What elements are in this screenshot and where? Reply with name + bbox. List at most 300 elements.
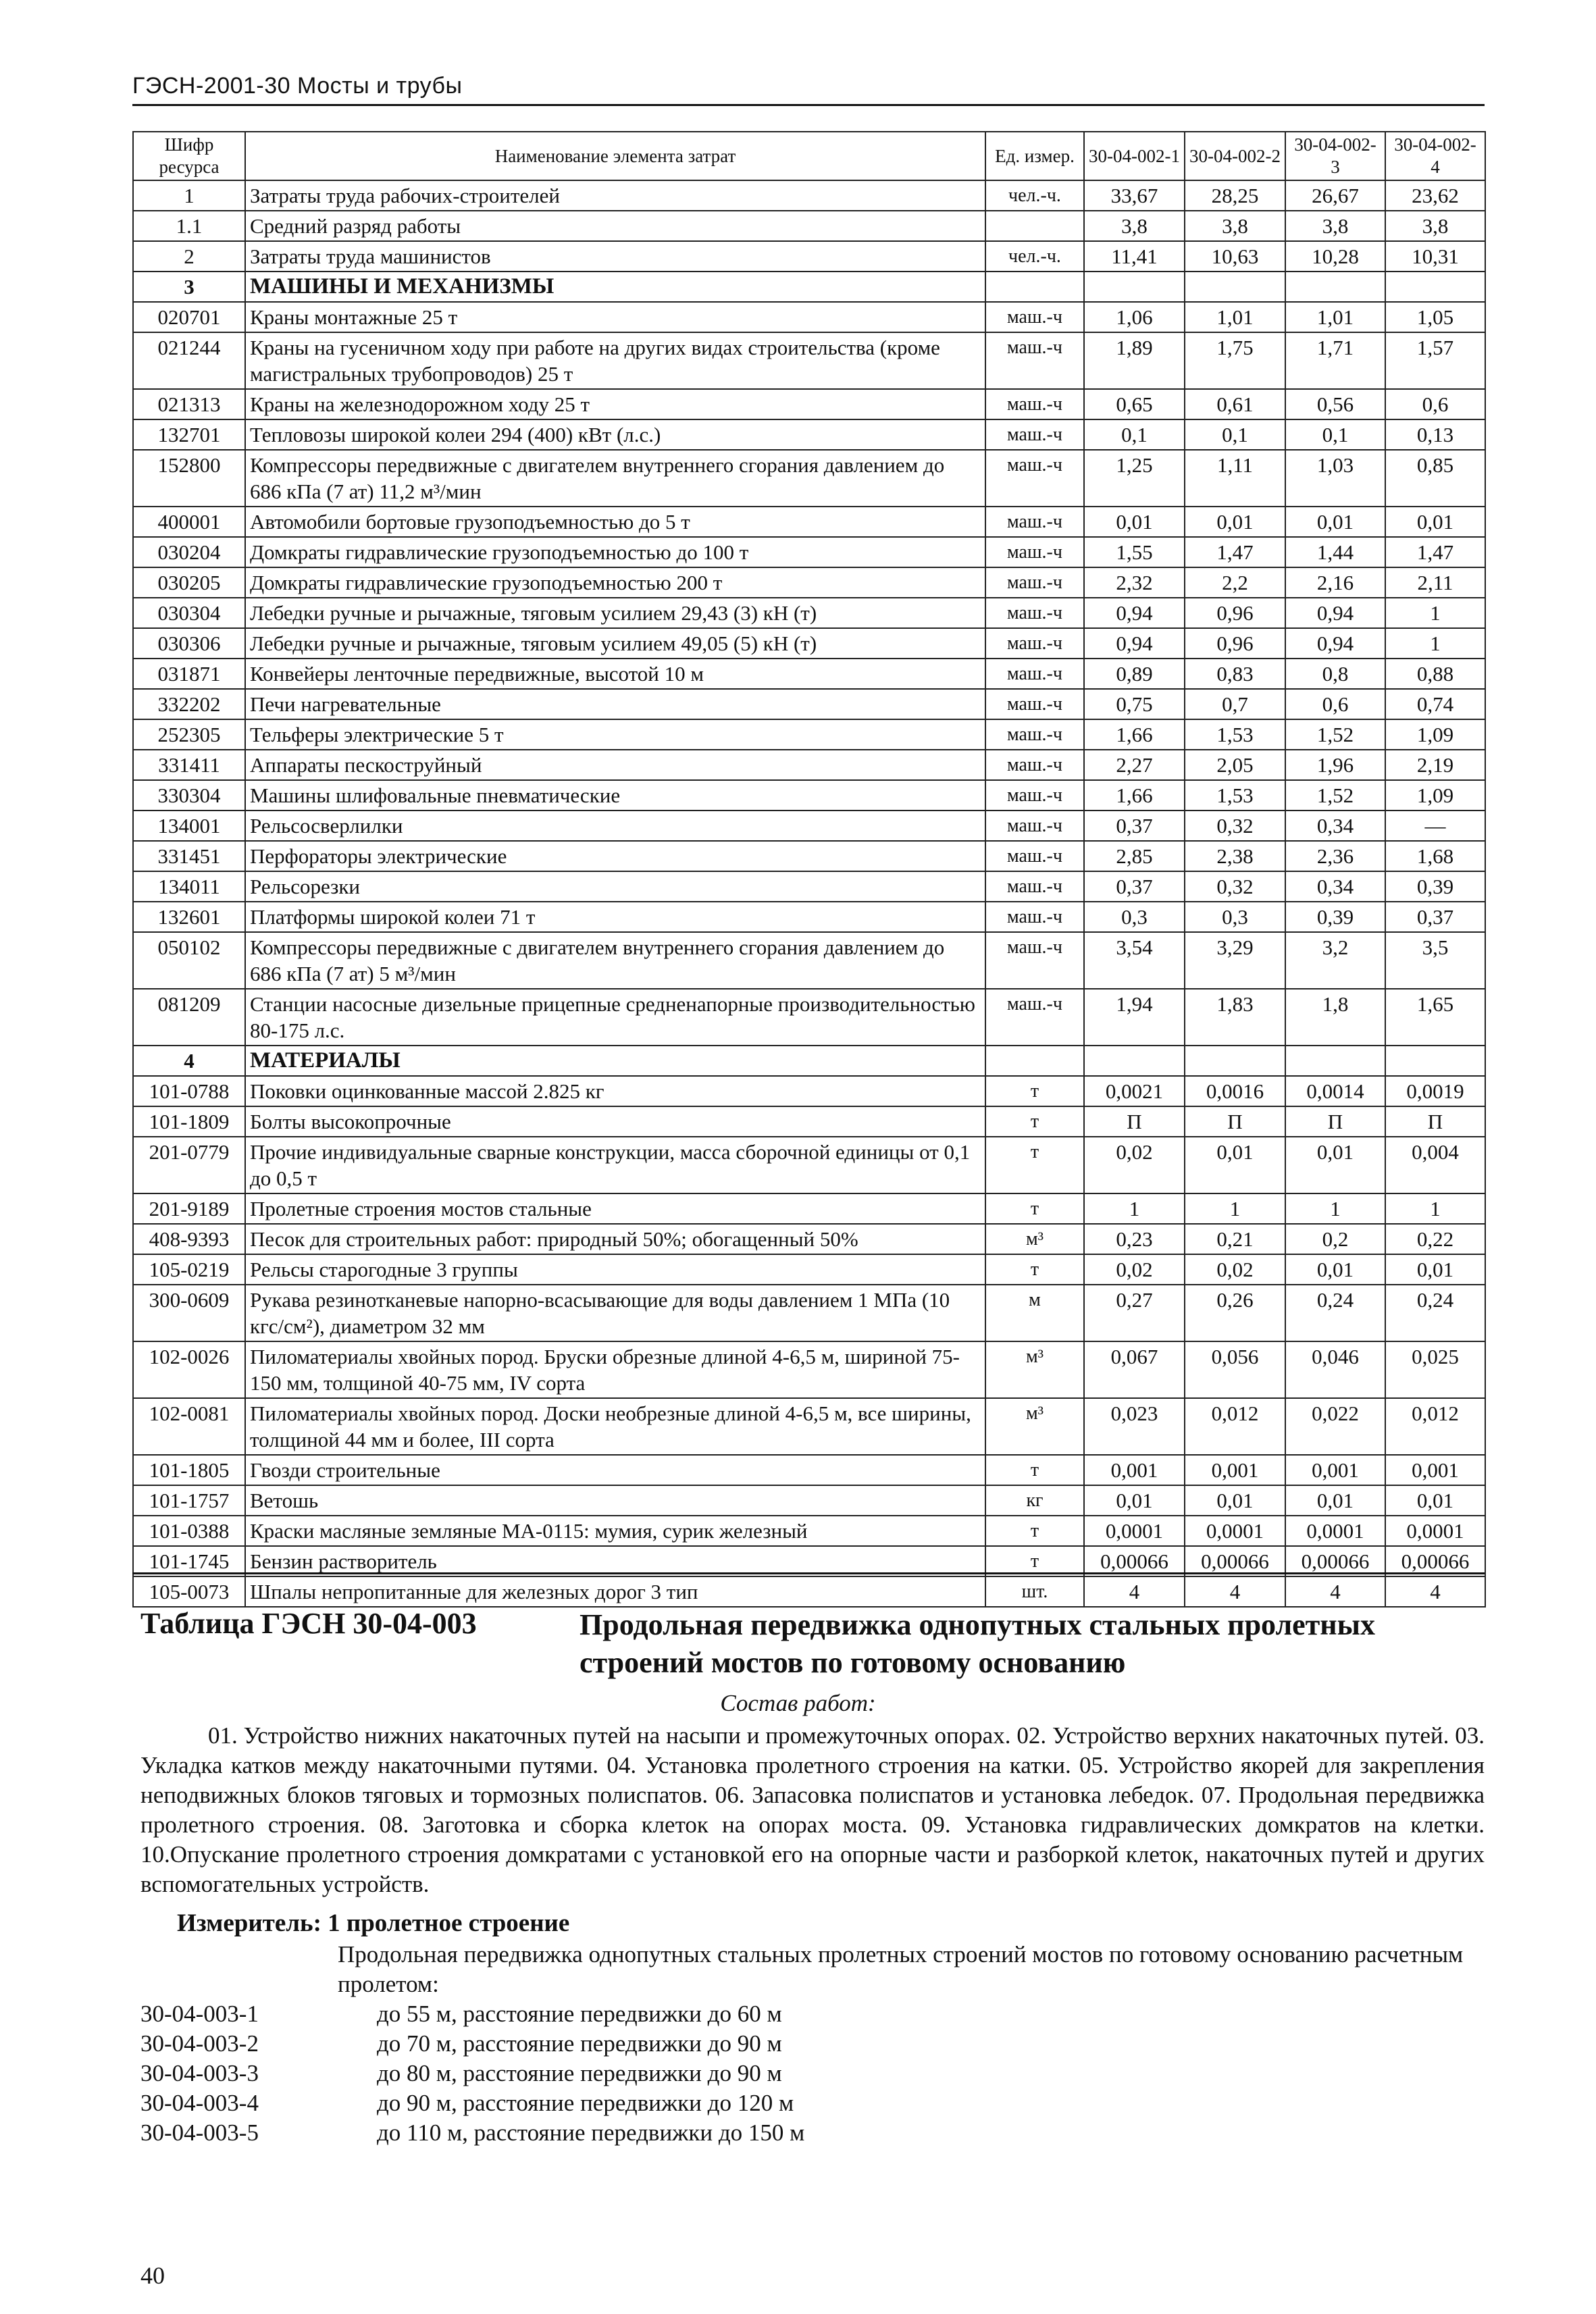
composition-heading: Состав работ:: [720, 1690, 876, 1716]
row-unit: маш.-ч: [985, 598, 1084, 628]
row-name: Пиломатериалы хвойных пород. Бруски обрезные длиной 4-6,5 м, шириной 75-150 мм, толщиной 40-75 мм, IV сорта: [245, 1341, 985, 1398]
row-value-4: 0,01: [1385, 1485, 1485, 1516]
meter-line: Измеритель: 1 пролетное строение: [177, 1909, 570, 1937]
section-row: [133, 1046, 1485, 1076]
row-value-4: 1,68: [1385, 841, 1485, 871]
row-value-2: 0,01: [1185, 1137, 1285, 1193]
row-name: Автомобили бортовые грузоподъемностью до 5 т: [245, 507, 985, 537]
row-value-2: 1,75: [1185, 332, 1285, 389]
variant-desc: до 90 м, расстояние передвижки до 120 м: [377, 2090, 794, 2116]
table-row: [133, 1254, 1485, 1285]
row-value-1: 1,66: [1084, 780, 1185, 811]
variant-code: 30-04-003-4: [140, 2090, 259, 2116]
row-value-2: [1185, 1046, 1285, 1076]
variant-code: 30-04-003-5: [140, 2119, 259, 2146]
row-value-4: 1: [1385, 598, 1485, 628]
table-row: [133, 1193, 1485, 1224]
row-unit: маш.-ч: [985, 750, 1084, 780]
row-value-3: 10,28: [1285, 241, 1385, 272]
table-label: Таблица ГЭСН 30-04-003: [140, 1607, 477, 1640]
row-value-1: 0,37: [1084, 811, 1185, 841]
row-name: Тельферы электрические 5 т: [245, 719, 985, 750]
row-code: 252305: [133, 719, 245, 750]
row-value-3: 0,1: [1285, 419, 1385, 450]
row-value-4: 0,01: [1385, 507, 1485, 537]
row-name: Прочие индивидуальные сварные конструкции, масса сборочной единицы от 0,1 до 0,5 т: [245, 1137, 985, 1193]
row-code: 101-1805: [133, 1455, 245, 1485]
row-value-3: 0,046: [1285, 1341, 1385, 1398]
table-row: [133, 780, 1485, 811]
row-unit: маш.-ч: [985, 989, 1084, 1046]
row-value-1: [1084, 1046, 1185, 1076]
row-value-1: 1,89: [1084, 332, 1185, 389]
row-code: 1.1: [133, 211, 245, 241]
row-value-3: 0,94: [1285, 598, 1385, 628]
row-value-2: 28,25: [1185, 180, 1285, 211]
table-row: [133, 507, 1485, 537]
row-value-2: 0,83: [1185, 659, 1285, 689]
row-unit: т: [985, 1193, 1084, 1224]
row-value-3: 1,03: [1285, 450, 1385, 507]
row-value-3: [1285, 1046, 1385, 1076]
row-value-4: 0,37: [1385, 902, 1485, 932]
row-unit: м³: [985, 1341, 1084, 1398]
row-value-3: 1,52: [1285, 719, 1385, 750]
variant-desc: до 70 м, расстояние передвижки до 90 м: [377, 2030, 782, 2057]
row-unit: маш.-ч: [985, 628, 1084, 659]
row-value-1: 0,89: [1084, 659, 1185, 689]
table-row: [133, 241, 1485, 272]
row-unit: [985, 211, 1084, 241]
row-value-3: 0,56: [1285, 389, 1385, 419]
row-unit: маш.-ч: [985, 932, 1084, 989]
row-name: Лебедки ручные и рычажные, тяговым усилием 49,05 (5) кН (т): [245, 628, 985, 659]
row-value-3: 0,01: [1285, 507, 1385, 537]
row-name: МАШИНЫ И МЕХАНИЗМЫ: [245, 272, 985, 302]
row-name: Краны на железнодорожном ходу 25 т: [245, 389, 985, 419]
row-value-2: 1,83: [1185, 989, 1285, 1046]
row-unit: [985, 1046, 1084, 1076]
row-value-1: 1,55: [1084, 537, 1185, 567]
row-value-3: [1285, 272, 1385, 302]
row-name: Лебедки ручные и рычажные, тяговым усилием 29,43 (3) кН (т): [245, 598, 985, 628]
table-row: [133, 1285, 1485, 1341]
row-unit: м³: [985, 1224, 1084, 1254]
variant-code: 30-04-003-2: [140, 2030, 259, 2057]
row-value-4: 1,65: [1385, 989, 1485, 1046]
row-value-2: 0,7: [1185, 689, 1285, 719]
row-name: Домкраты гидравлические грузоподъемностью 200 т: [245, 567, 985, 598]
row-value-3: 1,44: [1285, 537, 1385, 567]
row-value-3: 4: [1285, 1576, 1385, 1607]
row-name: Пиломатериалы хвойных пород. Доски необрезные длиной 4-6,5 м, все ширины, толщиной 44 мм и более, III сорта: [245, 1398, 985, 1455]
row-unit: маш.-ч: [985, 419, 1084, 450]
row-value-1: 0,94: [1084, 628, 1185, 659]
row-code: 030304: [133, 598, 245, 628]
row-value-4: 0,39: [1385, 871, 1485, 902]
table-row: [133, 211, 1485, 241]
row-unit: маш.-ч: [985, 689, 1084, 719]
row-value-3: 1,71: [1285, 332, 1385, 389]
row-value-1: 0,02: [1084, 1137, 1185, 1193]
row-value-2: 1: [1185, 1193, 1285, 1224]
row-value-2: 2,38: [1185, 841, 1285, 871]
row-name: Бензин растворитель: [245, 1546, 985, 1576]
row-name: Затраты труда рабочих-строителей: [245, 180, 985, 211]
row-value-4: 0,13: [1385, 419, 1485, 450]
row-value-3: 1,8: [1285, 989, 1385, 1046]
row-value-2: 0,61: [1185, 389, 1285, 419]
header-variant-3: 30-04-002-3: [1285, 132, 1385, 180]
row-value-2: 2,2: [1185, 567, 1285, 598]
header-variant-1: 30-04-002-1: [1084, 132, 1185, 180]
row-code: 081209: [133, 989, 245, 1046]
table-row: [133, 1224, 1485, 1254]
row-value-4: 1,09: [1385, 780, 1485, 811]
row-name: Песок для строительных работ: природный 50%; обогащенный 50%: [245, 1224, 985, 1254]
row-code: 2: [133, 241, 245, 272]
row-value-3: 0,01: [1285, 1254, 1385, 1285]
row-name: Тепловозы широкой колеи 294 (400) кВт (л.с.): [245, 419, 985, 450]
row-unit: т: [985, 1137, 1084, 1193]
row-value-4: 0,0001: [1385, 1516, 1485, 1546]
row-unit: маш.-ч: [985, 659, 1084, 689]
table-row: [133, 1485, 1485, 1516]
row-unit: маш.-ч: [985, 719, 1084, 750]
resource-table-body: [133, 180, 1485, 1607]
table-row: [133, 841, 1485, 871]
row-code: 030205: [133, 567, 245, 598]
row-code: 101-1745: [133, 1546, 245, 1576]
row-value-2: 0,00066: [1185, 1546, 1285, 1576]
row-value-1: 1,66: [1084, 719, 1185, 750]
row-code: 105-0073: [133, 1576, 245, 1607]
row-value-4: 4: [1385, 1576, 1485, 1607]
row-code: 300-0609: [133, 1285, 245, 1341]
row-value-1: 0,1: [1084, 419, 1185, 450]
row-value-3: 0,01: [1285, 1485, 1385, 1516]
header-code: Шифр ресурса: [133, 132, 245, 180]
row-value-1: 1,06: [1084, 302, 1185, 332]
row-name: Пролетные строения мостов стальные: [245, 1193, 985, 1224]
row-code: 134001: [133, 811, 245, 841]
row-unit: маш.-ч: [985, 302, 1084, 332]
table-title: Продольная передвижка однопутных стальных пролетных строений мостов по готовому основанию: [580, 1608, 1375, 1679]
row-name: Рукава резинотканевые напорно-всасывающие для воды давлением 1 МПа (10 кгс/см²), диаметром 32 мм: [245, 1285, 985, 1341]
table-row: [133, 450, 1485, 507]
row-value-1: 2,32: [1084, 567, 1185, 598]
row-name: Шпалы непропитанные для железных дорог 3 тип: [245, 1576, 985, 1607]
row-value-4: 0,85: [1385, 450, 1485, 507]
row-value-1: 1,94: [1084, 989, 1185, 1046]
table-row: [133, 659, 1485, 689]
row-value-1: 0,001: [1084, 1455, 1185, 1485]
row-value-1: 0,75: [1084, 689, 1185, 719]
row-value-3: 1,52: [1285, 780, 1385, 811]
section-row: [133, 272, 1485, 302]
row-value-1: П: [1084, 1106, 1185, 1137]
row-value-1: 0,023: [1084, 1398, 1185, 1455]
row-name: Машины шлифовальные пневматические: [245, 780, 985, 811]
row-name: Краски масляные земляные МА-0115: мумия, сурик железный: [245, 1516, 985, 1546]
row-code: 4: [133, 1046, 245, 1076]
row-code: 021313: [133, 389, 245, 419]
row-value-2: 0,32: [1185, 871, 1285, 902]
table-row: [133, 1341, 1485, 1398]
row-code: 201-0779: [133, 1137, 245, 1193]
row-value-1: 0,00066: [1084, 1546, 1185, 1576]
table-row: [133, 180, 1485, 211]
table-row: [133, 302, 1485, 332]
row-unit: маш.-ч: [985, 332, 1084, 389]
header-name: Наименование элемента затрат: [245, 132, 985, 180]
composition-text: 01. Устройство нижних накаточных путей на насыпи и промежуточных опорах. 02. Устройство верхних накаточных путей. 03. Укладка катков между накаточными путями. 04. Установка пролетного строения на катки. 05. Устройство якорей для закрепления неподвижных блоков тяговых и тормозных полиспатов. 06. Запасовка полиспатов и установка лебедок. 07. Продольная передвижка пролетного строения. 08. Заготовка и сборка клеток на опорах моста. 09. Установка гидравлических домкратов на клетки. 10.Опускание пролетного строения домкратами с установкой его на опорные части и разборкой клеток, накаточных путей и других вспомогательных устройств.: [140, 1722, 1485, 1897]
row-unit: шт.: [985, 1576, 1084, 1607]
row-value-4: 1,57: [1385, 332, 1485, 389]
row-value-4: 1,09: [1385, 719, 1485, 750]
variant-desc: до 110 м, расстояние передвижки до 150 м: [377, 2119, 805, 2146]
table-row: [133, 537, 1485, 567]
row-value-2: 4: [1185, 1576, 1285, 1607]
row-code: 3: [133, 272, 245, 302]
running-header: ГЭСН-2001-30 Мосты и трубы: [132, 73, 463, 99]
header-rule: [132, 104, 1485, 106]
row-unit: кг: [985, 1485, 1084, 1516]
row-name: Рельсосверлилки: [245, 811, 985, 841]
row-value-3: 3,2: [1285, 932, 1385, 989]
table-row: [133, 1516, 1485, 1546]
row-code: 030204: [133, 537, 245, 567]
row-value-2: 0,001: [1185, 1455, 1285, 1485]
row-unit: т: [985, 1254, 1084, 1285]
row-value-1: 0,02: [1084, 1254, 1185, 1285]
row-value-3: 0,001: [1285, 1455, 1385, 1485]
table-row: [133, 332, 1485, 389]
table-row: [133, 989, 1485, 1046]
row-value-2: 0,012: [1185, 1398, 1285, 1455]
row-code: 105-0219: [133, 1254, 245, 1285]
row-value-4: 10,31: [1385, 241, 1485, 272]
row-value-4: П: [1385, 1106, 1485, 1137]
row-unit: т: [985, 1106, 1084, 1137]
row-name: МАТЕРИАЛЫ: [245, 1046, 985, 1076]
row-code: 102-0081: [133, 1398, 245, 1455]
table-row: [133, 598, 1485, 628]
row-name: Перфораторы электрические: [245, 841, 985, 871]
row-name: Краны на гусеничном ходу при работе на других видах строительства (кроме магистральных трубопроводов) 25 т: [245, 332, 985, 389]
row-value-3: 0,2: [1285, 1224, 1385, 1254]
row-value-3: 0,6: [1285, 689, 1385, 719]
row-value-3: 0,8: [1285, 659, 1385, 689]
row-value-2: 0,21: [1185, 1224, 1285, 1254]
row-value-3: 1,01: [1285, 302, 1385, 332]
row-code: 132601: [133, 902, 245, 932]
row-value-2: 0,0001: [1185, 1516, 1285, 1546]
row-value-3: 0,00066: [1285, 1546, 1385, 1576]
row-name: Домкраты гидравлические грузоподъемностью до 100 т: [245, 537, 985, 567]
row-code: 101-1809: [133, 1106, 245, 1137]
row-unit: чел.-ч.: [985, 241, 1084, 272]
row-value-4: 1,47: [1385, 537, 1485, 567]
row-value-1: 1,25: [1084, 450, 1185, 507]
row-unit: [985, 272, 1084, 302]
row-value-3: 0,94: [1285, 628, 1385, 659]
table-row: [133, 902, 1485, 932]
variant-code: 30-04-003-1: [140, 2001, 259, 2027]
row-value-4: 0,001: [1385, 1455, 1485, 1485]
row-value-3: 0,022: [1285, 1398, 1385, 1455]
row-code: 050102: [133, 932, 245, 989]
table-row: [133, 567, 1485, 598]
row-name: Платформы широкой колеи 71 т: [245, 902, 985, 932]
row-name: Поковки оцинкованные массой 2.825 кг: [245, 1076, 985, 1106]
table-row: [133, 1455, 1485, 1485]
row-unit: т: [985, 1455, 1084, 1485]
row-code: 331451: [133, 841, 245, 871]
row-value-3: 0,24: [1285, 1285, 1385, 1341]
row-unit: маш.-ч: [985, 811, 1084, 841]
row-value-1: 0,65: [1084, 389, 1185, 419]
row-unit: маш.-ч: [985, 780, 1084, 811]
row-value-4: 3,5: [1385, 932, 1485, 989]
variant-desc: до 55 м, расстояние передвижки до 60 м: [377, 2001, 782, 2027]
row-name: Гвозди строительные: [245, 1455, 985, 1485]
table-row: [133, 719, 1485, 750]
row-unit: маш.-ч: [985, 841, 1084, 871]
row-value-2: 0,96: [1185, 628, 1285, 659]
variants-intro: Продольная передвижка однопутных стальных пролетных строений мостов по готовому основанию расчетным пролетом:: [338, 1941, 1464, 1997]
row-unit: маш.-ч: [985, 450, 1084, 507]
row-value-2: 0,32: [1185, 811, 1285, 841]
table-row: [133, 811, 1485, 841]
row-code: 1: [133, 180, 245, 211]
row-name: Затраты труда машинистов: [245, 241, 985, 272]
table-bottom-rule: [132, 1572, 1485, 1574]
row-value-1: 2,27: [1084, 750, 1185, 780]
row-value-2: 1,01: [1185, 302, 1285, 332]
row-unit: маш.-ч: [985, 389, 1084, 419]
row-value-1: 0,37: [1084, 871, 1185, 902]
row-name: Краны монтажные 25 т: [245, 302, 985, 332]
row-name: Печи нагревательные: [245, 689, 985, 719]
row-value-2: 1,47: [1185, 537, 1285, 567]
row-value-4: 0,22: [1385, 1224, 1485, 1254]
table-header-row: [133, 132, 1485, 180]
row-value-1: 11,41: [1084, 241, 1185, 272]
row-value-3: 26,67: [1285, 180, 1385, 211]
row-value-2: 1,53: [1185, 780, 1285, 811]
table-row: [133, 628, 1485, 659]
row-value-2: 10,63: [1185, 241, 1285, 272]
row-value-4: 0,00066: [1385, 1546, 1485, 1576]
header-variant-4: 30-04-002-4: [1385, 132, 1485, 180]
row-name: Рельсы старогодные 3 группы: [245, 1254, 985, 1285]
table-row: [133, 750, 1485, 780]
row-value-4: 0,004: [1385, 1137, 1485, 1193]
row-name: Конвейеры ленточные передвижные, высотой 10 м: [245, 659, 985, 689]
row-unit: т: [985, 1516, 1084, 1546]
row-name: Рельсорезки: [245, 871, 985, 902]
row-value-1: 3,54: [1084, 932, 1185, 989]
row-value-4: 3,8: [1385, 211, 1485, 241]
row-value-3: 1: [1285, 1193, 1385, 1224]
row-value-3: 1,96: [1285, 750, 1385, 780]
page-number: 40: [140, 2262, 165, 2289]
row-unit: маш.-ч: [985, 567, 1084, 598]
row-value-1: 0,067: [1084, 1341, 1185, 1398]
resource-table: [132, 131, 1486, 1608]
row-unit: маш.-ч: [985, 871, 1084, 902]
row-value-2: 0,01: [1185, 507, 1285, 537]
row-value-4: 0,01: [1385, 1254, 1485, 1285]
row-value-2: 0,0016: [1185, 1076, 1285, 1106]
row-value-4: 0,74: [1385, 689, 1485, 719]
row-code: 330304: [133, 780, 245, 811]
row-value-3: 0,39: [1285, 902, 1385, 932]
row-code: 332202: [133, 689, 245, 719]
row-value-1: 4: [1084, 1576, 1185, 1607]
row-value-2: 0,01: [1185, 1485, 1285, 1516]
row-value-2: П: [1185, 1106, 1285, 1137]
row-value-2: 0,1: [1185, 419, 1285, 450]
row-value-4: 0,025: [1385, 1341, 1485, 1398]
row-value-2: 0,96: [1185, 598, 1285, 628]
row-value-3: 3,8: [1285, 211, 1385, 241]
row-value-1: 0,27: [1084, 1285, 1185, 1341]
variant-code: 30-04-003-3: [140, 2060, 259, 2086]
row-unit: чел.-ч.: [985, 180, 1084, 211]
row-value-2: [1185, 272, 1285, 302]
row-code: 030306: [133, 628, 245, 659]
row-code: 408-9393: [133, 1224, 245, 1254]
row-code: 031871: [133, 659, 245, 689]
header-variant-2: 30-04-002-2: [1185, 132, 1285, 180]
row-name: Аппараты пескоструйный: [245, 750, 985, 780]
row-code: 152800: [133, 450, 245, 507]
row-unit: т: [985, 1546, 1084, 1576]
row-value-1: 0,0001: [1084, 1516, 1185, 1546]
row-code: 400001: [133, 507, 245, 537]
row-value-3: 0,0014: [1285, 1076, 1385, 1106]
row-value-4: 0,88: [1385, 659, 1485, 689]
row-value-1: 1: [1084, 1193, 1185, 1224]
table-row: [133, 689, 1485, 719]
row-value-1: 33,67: [1084, 180, 1185, 211]
row-value-4: [1385, 1046, 1485, 1076]
row-code: 101-0388: [133, 1516, 245, 1546]
row-name: Болты высокопрочные: [245, 1106, 985, 1137]
row-name: Компрессоры передвижные с двигателем внутреннего сгорания давлением до 686 кПа (7 ат) 11,2 м³/мин: [245, 450, 985, 507]
row-unit: м³: [985, 1398, 1084, 1455]
row-value-4: 1: [1385, 1193, 1485, 1224]
row-value-3: П: [1285, 1106, 1385, 1137]
row-code: 101-0788: [133, 1076, 245, 1106]
row-name: Средний разряд работы: [245, 211, 985, 241]
row-value-4: —: [1385, 811, 1485, 841]
row-value-4: 0,0019: [1385, 1076, 1485, 1106]
row-value-1: 0,94: [1084, 598, 1185, 628]
row-value-1: 0,01: [1084, 1485, 1185, 1516]
row-code: 132701: [133, 419, 245, 450]
row-value-1: [1084, 272, 1185, 302]
row-code: 101-1757: [133, 1485, 245, 1516]
table-row: [133, 1137, 1485, 1193]
row-unit: маш.-ч: [985, 537, 1084, 567]
row-name: Станции насосные дизельные прицепные средненапорные производительностью 80-175 л.с.: [245, 989, 985, 1046]
row-value-1: 0,3: [1084, 902, 1185, 932]
row-name: Компрессоры передвижные с двигателем внутреннего сгорания давлением до 686 кПа (7 ат) 5 м³/мин: [245, 932, 985, 989]
row-value-4: 1: [1385, 628, 1485, 659]
